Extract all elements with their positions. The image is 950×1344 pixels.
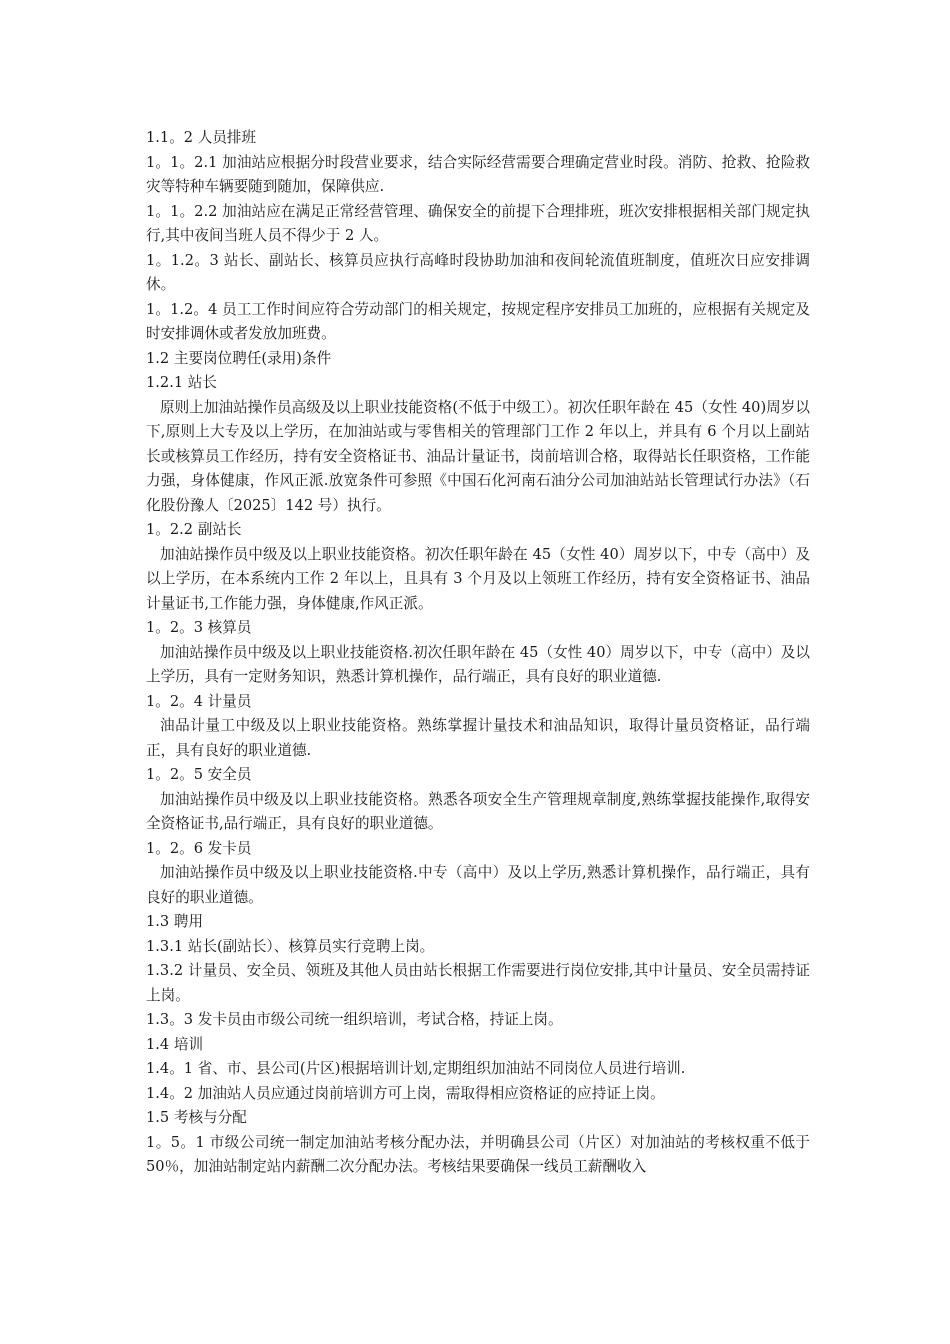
subsection-heading: 1。2.2 副站长 — [146, 521, 242, 538]
subsection-heading: 1.2.1 站长 — [146, 374, 217, 391]
subsection-heading: 1。2。4 计量员 — [146, 692, 252, 710]
paragraph: 加油站操作员中级及以上职业技能资格.初次任职年龄在 45（女性 40）周岁以下，中专（高中）及以上学历，具有一定财务知识，熟悉计算机操作，品行端正，具有良好的职业道德. — [146, 643, 810, 685]
section-heading: 1.4 培训 — [146, 1035, 204, 1053]
paragraph: 1.4。1 省、市、县公司(片区)根据培训计划,定期组织加油站不同岗位人员进行培训. — [146, 1060, 686, 1077]
paragraph: 1。1.2。4 员工工作时间应符合劳动部门的相关规定，按规定程序安排员工加班的，应根据有关规定及时安排调休或者发放加班费。 — [146, 300, 810, 342]
paragraph: 油品计量工中级及以上职业技能资格。熟练掌握计量技术和油品知识，取得计量员资格证，品行端正，具有良好的职业道德. — [146, 717, 810, 759]
paragraph: 1。5。1 市级公司统一制定加油站考核分配办法，并明确县公司（片区）对加油站的考核权重不低于 50％，加油站制定站内薪酬二次分配办法。考核结果要确保一线员工薪酬收入 — [146, 1133, 810, 1175]
subsection-heading: 1。2。6 发卡员 — [146, 839, 252, 857]
paragraph: 1.3.1 站长(副站长）、核算员实行竞聘上岗。 — [146, 937, 435, 955]
paragraph: 1。1.2。3 站长、副站长、核算员应执行高峰时段协助加油和夜间轮流值班制度，值班次日应安排调休。 — [146, 251, 810, 293]
paragraph: 加油站操作员中级及以上职业技能资格.中专（高中）及以上学历,熟悉计算机操作，品行端正，具有良好的职业道德。 — [146, 864, 810, 906]
paragraph: 加油站操作员中级及以上职业技能资格。初次任职年龄在 45（女性 40）周岁以下，中专（高中）及以上学历，在本系统内工作 2 年以上，且具有 3 个月及以上领班工作经历，持有安全资格证书、油品计量证书,工作能力强，身体健康,作风正派。 — [146, 545, 810, 612]
paragraph: 1.3。3 发卡员由市级公司统一组织培训，考试合格，持证上岗。 — [146, 1011, 563, 1028]
section-heading: 1.5 考核与分配 — [146, 1109, 247, 1126]
document-page — [146, 126, 810, 1180]
paragraph: 1。1。2.1 加油站应根据分时段营业要求，结合实际经营需要合理确定营业时段。消防、抢救、抢险救灾等特种车辆要随到随加，保障供应. — [146, 153, 810, 195]
paragraph: 1.3.2 计量员、安全员、领班及其他人员由站长根据工作需要进行岗位安排,其中计量员、安全员需持证上岗。 — [146, 962, 810, 1004]
paragraph: 原则上加油站操作员高级及以上职业技能资格(不低于中级工）。初次任职年龄在 45（女性 40)周岁以下,原则上大专及以上学历，在加油站或与零售相关的管理部门工作 2 年以上，并具有 6 个月以上副站长或核算员工作经历，持有安全资格证书、油品计量证书，岗前培训合格，取得站长任职资格，工作能力强，身体健康，作风正派.放宽条件可参照《中国石化河南石油分公司加油站站长管理试行办法》（石化股份豫人〔2025〕142 号）执行。 — [146, 398, 810, 514]
subsection-heading: 1。2。3 核算员 — [146, 619, 252, 636]
section-heading: 1.2 主要岗位聘任(录用)条件 — [146, 349, 332, 367]
section-heading: 1.1。2 人员排班 — [146, 129, 257, 146]
paragraph: 1。1。2.2 加油站应在满足正常经营管理、确保安全的前提下合理排班，班次安排根据相关部门规定执行,其中夜间当班人员不得少于 2 人。 — [146, 202, 810, 244]
subsection-heading: 1。2。5 安全员 — [146, 766, 252, 783]
paragraph: 1.4。2 加油站人员应通过岗前培训方可上岗，需取得相应资格证的应持证上岗。 — [146, 1084, 665, 1102]
paragraph: 加油站操作员中级及以上职业技能资格。熟悉各项安全生产管理规章制度,熟练掌握技能操作,取得安全资格证书,品行端正，具有良好的职业道德。 — [146, 790, 810, 832]
section-heading: 1.3 聘用 — [146, 913, 204, 930]
